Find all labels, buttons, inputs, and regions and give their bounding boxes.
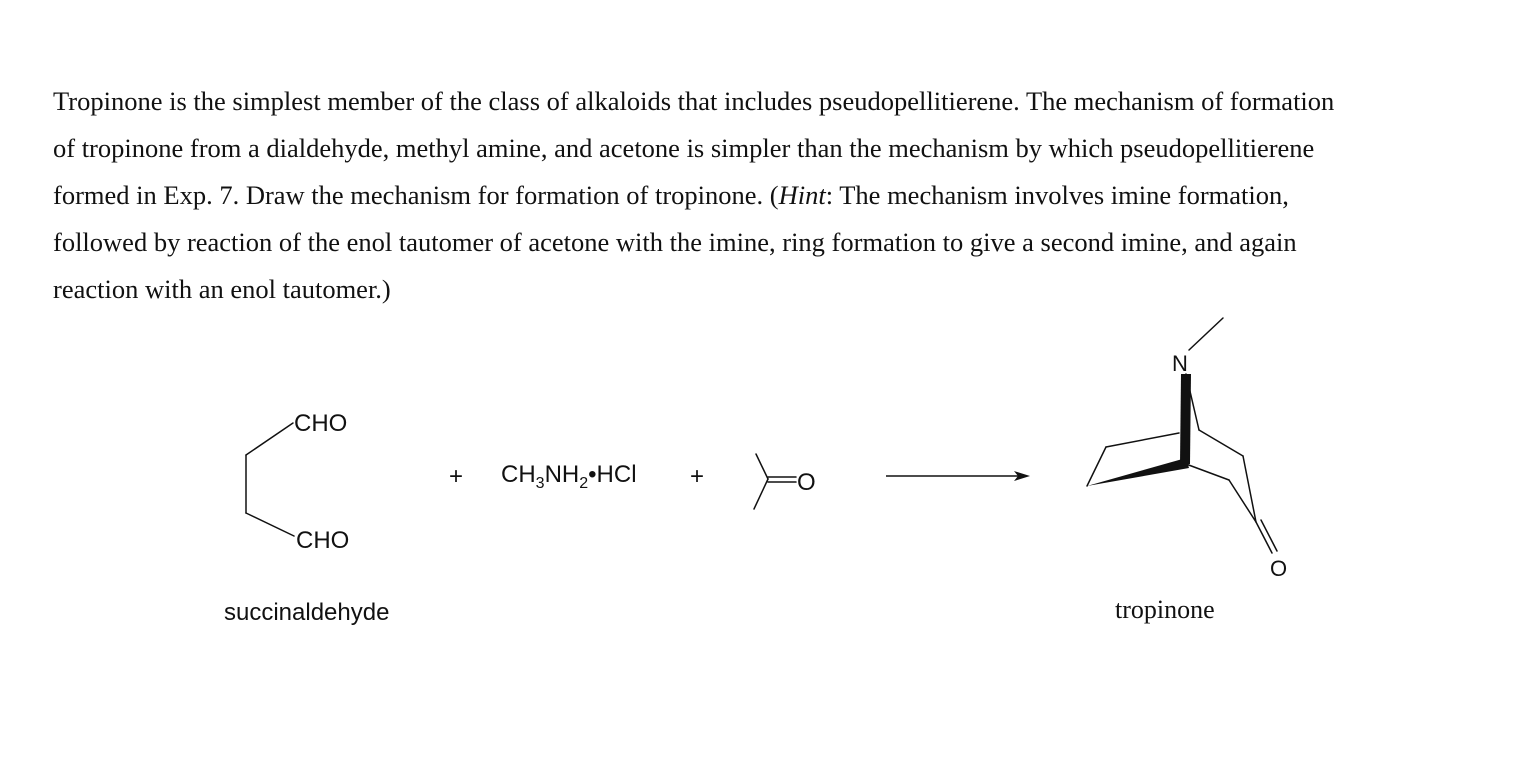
question-line-1: Tropinone is the simplest member of the class of alkaloids that includes pseudopellitierene. The mechanism of formation <box>53 86 1335 116</box>
tropinone-wedge-bond-bridge <box>1180 374 1191 464</box>
plus-sign-1: + <box>449 463 464 490</box>
methylamine-subscript-3: 3 <box>535 475 545 492</box>
succinaldehyde-caption: succinaldehyde <box>224 599 390 626</box>
hint-label: Hint <box>778 180 826 210</box>
acetone-methyl-bond-lower <box>754 479 768 509</box>
methylamine-hydrochloride <box>501 461 637 492</box>
question-line-3-end: : The mechanism involves imine formation, <box>825 180 1289 210</box>
tropinone-n-methyl-bond <box>1189 318 1223 350</box>
tropinone-ring-bond-1 <box>1087 447 1106 486</box>
succinaldehyde-bottom-cho: CHO <box>296 527 350 554</box>
tropinone-ring-bond-5 <box>1186 464 1229 480</box>
question-line-3-start: formed in Exp. 7. Draw the mechanism for formation of tropinone. ( <box>53 180 779 210</box>
succinaldehyde-bond-3 <box>246 513 294 536</box>
question-line-4: followed by reaction of the enol tautomer of acetone with the imine, ring formation to give a second imine, and again <box>53 227 1297 257</box>
question-line-2: of tropinone from a dialdehyde, methyl amine, and acetone is simpler than the mechanism by which pseudopellitierene <box>53 133 1315 163</box>
tropinone-oxygen: O <box>1270 556 1288 581</box>
tropinone-caption: tropinone <box>1115 595 1215 624</box>
succinaldehyde-top-cho: CHO <box>294 410 348 437</box>
tropinone-nitrogen: N <box>1172 351 1188 376</box>
acetone-methyl-bond-upper <box>756 454 768 479</box>
acetone-structure <box>754 454 796 509</box>
methylamine-hcl-salt: •HCl <box>588 461 637 488</box>
tropinone-wedge-bond-front <box>1087 458 1189 486</box>
plus-sign-2: + <box>690 463 705 490</box>
methylamine-subscript-2: 2 <box>579 475 589 492</box>
acetone-oxygen: O <box>797 469 816 496</box>
tropinone-ring-bond-3 <box>1199 430 1243 456</box>
methylamine-ch: CH <box>501 461 536 488</box>
succinaldehyde-bond-1 <box>246 423 293 455</box>
methylamine-nh: NH <box>544 461 580 488</box>
reaction-arrow <box>886 471 1030 481</box>
succinaldehyde-structure <box>246 423 294 536</box>
question-line-5: reaction with an enol tautomer.) <box>53 274 391 304</box>
tropinone-ring-bond-2 <box>1106 433 1179 447</box>
